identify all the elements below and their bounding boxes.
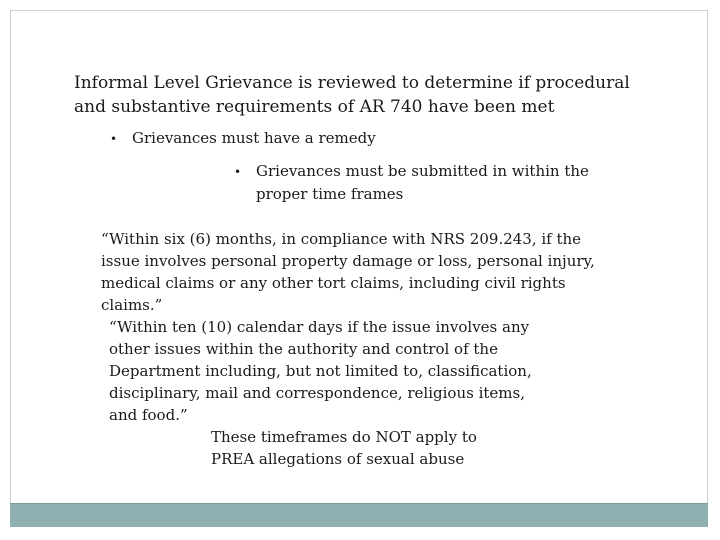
heading-line-2: and substantive requirements of AR 740 have been met [74, 97, 555, 117]
quote-six-months-line-3: medical claims or any other tort claims, including civil rights [101, 274, 566, 292]
slide-heading [74, 71, 630, 119]
quote-six-months [101, 228, 595, 316]
quote-ten-days-line-3: Department including, but not limited to, classification, [109, 362, 532, 380]
prea-note-line-1: These timeframes do NOT apply to [211, 428, 477, 446]
quote-ten-days-line-5: and food.” [109, 406, 188, 424]
bullet-remedy [110, 127, 376, 150]
quote-ten-days [109, 316, 532, 426]
quote-ten-days-line-1: “Within ten (10) calendar days if the issue involves any [109, 318, 530, 336]
prea-note [211, 426, 477, 470]
quote-six-months-line-2: issue involves personal property damage or loss, personal injury, [101, 252, 595, 270]
bullet-dot-icon: • [234, 165, 242, 179]
bullet-remedy-text: Grievances must have a remedy [132, 129, 376, 147]
bullet-time-frames-line-1: Grievances must be submitted in within the [256, 162, 589, 180]
quote-ten-days-line-2: other issues within the authority and control of the [109, 340, 498, 358]
prea-note-line-2: PREA allegations of sexual abuse [211, 450, 465, 468]
heading-line-1: Informal Level Grievance is reviewed to determine if procedural [74, 73, 630, 93]
quote-six-months-line-4: claims.” [101, 296, 163, 314]
quote-ten-days-line-4: disciplinary, mail and correspondence, religious items, [109, 384, 525, 402]
bullet-time-frames-line-2: proper time frames [256, 185, 404, 203]
footer-bar [10, 503, 708, 527]
bullet-time-frames [234, 160, 589, 205]
quote-six-months-line-1: “Within six (6) months, in compliance with NRS 209.243, if the [101, 230, 582, 248]
bullet-dot-icon: • [110, 132, 118, 146]
